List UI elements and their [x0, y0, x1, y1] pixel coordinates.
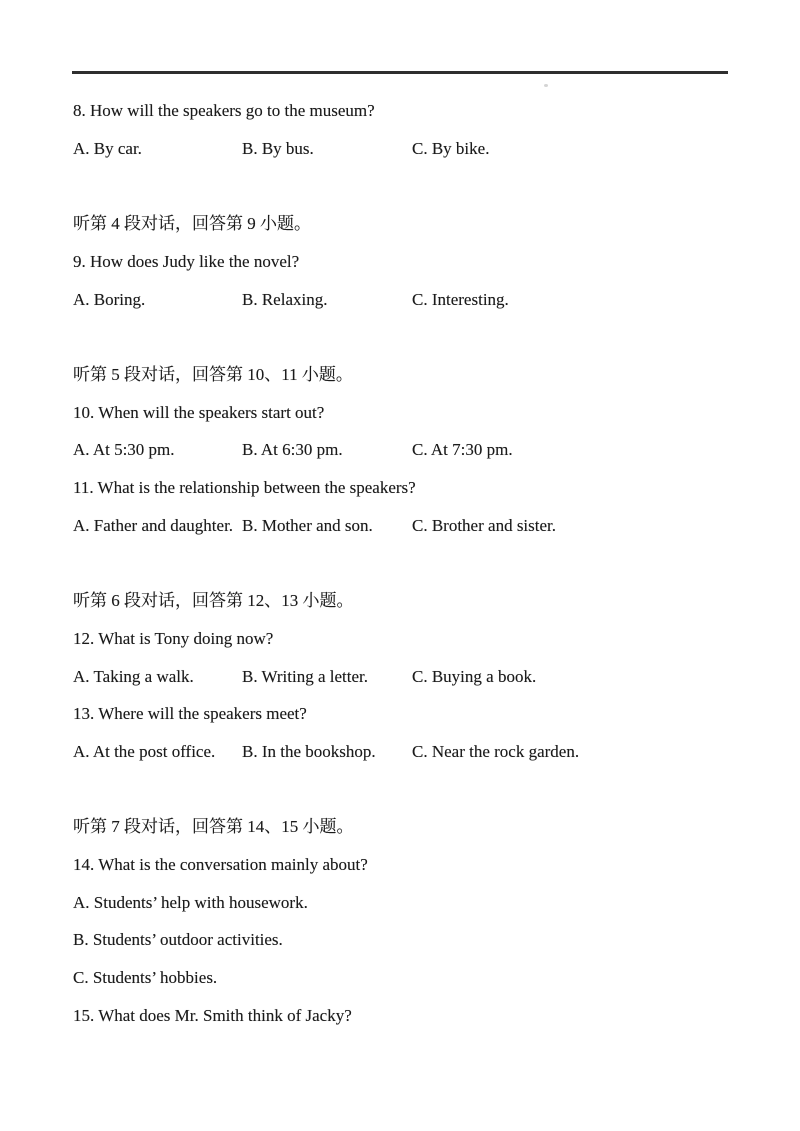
option-14-a: A. Students’ help with housework.	[73, 892, 308, 912]
question-12: 12. What is Tony doing now?	[73, 628, 274, 648]
question-8: 8. How will the speakers go to the museum?	[73, 101, 375, 120]
option-12-c: C. Buying a book.	[412, 666, 537, 686]
section-heading-dialog-4: 听第 4 段对话，回答第 9 小题。	[73, 214, 311, 234]
section-heading-dialog-7: 听第 7 段对话，回答第 14、15 小题。	[73, 817, 354, 837]
option-13-a: A. At the post office.	[73, 741, 216, 761]
option-9-a: A. Boring.	[73, 289, 146, 309]
question-10-options	[73, 431, 729, 469]
question-8-options	[73, 130, 729, 168]
question-13-options	[73, 733, 729, 771]
question-15: 15. What does Mr. Smith think of Jacky?	[73, 1005, 352, 1025]
option-9-b: B. Relaxing.	[242, 289, 328, 309]
exam-body	[73, 92, 729, 1035]
option-10-c: C. At 7:30 pm.	[412, 440, 513, 460]
question-14: 14. What is the conversation mainly about?	[73, 855, 368, 874]
question-11: 11. What is the relationship between the speakers?	[73, 478, 416, 497]
question-10: 10. When will the speakers start out?	[73, 402, 325, 422]
option-13-b: B. In the bookshop.	[242, 741, 376, 761]
option-14-b: B. Students’ outdoor activities.	[73, 930, 283, 950]
option-11-a: A. Father and daughter.	[73, 515, 234, 535]
option-12-a: A. Taking a walk.	[73, 666, 194, 686]
section-heading-dialog-5: 听第 5 段对话，回答第 10、11 小题。	[73, 364, 353, 384]
question-9-options	[73, 281, 729, 319]
top-divider-line	[72, 71, 728, 74]
option-8-c: C. By bike.	[412, 138, 490, 158]
option-11-c: C. Brother and sister.	[412, 515, 557, 535]
section-heading-dialog-6: 听第 6 段对话，回答第 12、13 小题。	[73, 591, 354, 611]
scan-artifact-dot	[544, 84, 548, 87]
question-12-options	[73, 658, 729, 696]
option-8-b: B. By bus.	[242, 138, 314, 158]
question-11-options	[73, 507, 729, 545]
question-9: 9. How does Judy like the novel?	[73, 251, 300, 271]
option-9-c: C. Interesting.	[412, 289, 509, 309]
option-14-c: C. Students’ hobbies.	[73, 968, 218, 988]
option-11-b: B. Mother and son.	[242, 515, 373, 535]
option-10-b: B. At 6:30 pm.	[242, 440, 343, 460]
question-13: 13. Where will the speakers meet?	[73, 704, 307, 724]
option-8-a: A. By car.	[73, 138, 142, 158]
option-10-a: A. At 5:30 pm.	[73, 440, 175, 460]
option-13-c: C. Near the rock garden.	[412, 741, 580, 761]
option-12-b: B. Writing a letter.	[242, 666, 369, 686]
